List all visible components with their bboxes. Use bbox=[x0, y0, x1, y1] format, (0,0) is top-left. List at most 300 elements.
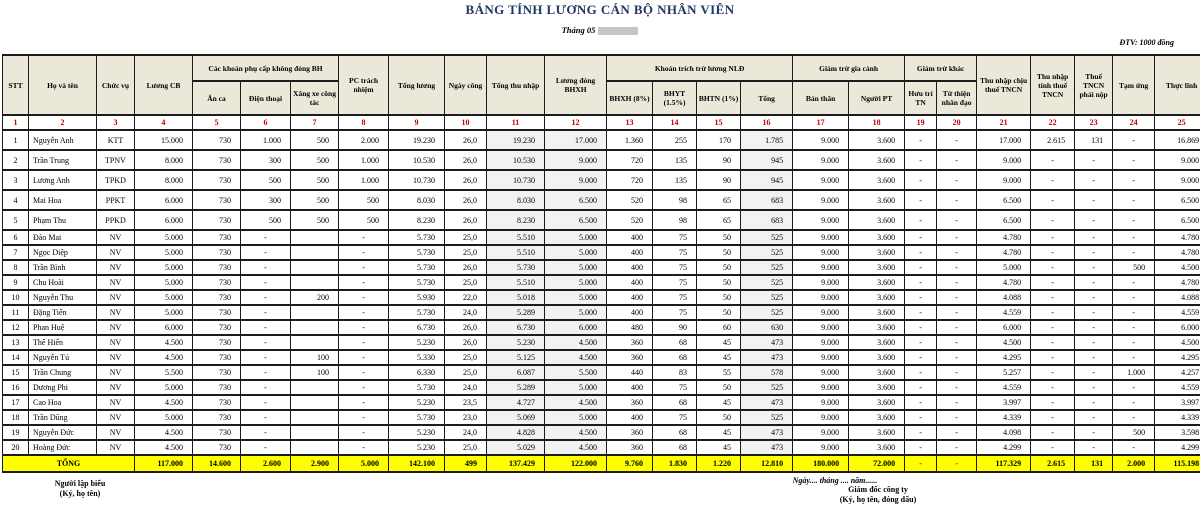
table-cell: - bbox=[937, 380, 977, 395]
table-cell: 5.230 bbox=[389, 425, 445, 440]
table-cell: - bbox=[1031, 275, 1075, 290]
table-cell: 4 bbox=[3, 190, 29, 210]
table-cell: - bbox=[905, 425, 937, 440]
table-cell: 83 bbox=[653, 365, 697, 380]
total-cell: - bbox=[937, 455, 977, 472]
table-cell: 5.000 bbox=[545, 245, 607, 260]
table-cell: 730 bbox=[193, 260, 241, 275]
table-cell bbox=[291, 275, 339, 290]
table-cell: 6.500 bbox=[1155, 210, 1200, 230]
table-cell: 135 bbox=[653, 170, 697, 190]
table-cell: - bbox=[1113, 305, 1155, 320]
table-cell: 9.000 bbox=[793, 395, 849, 410]
table-row bbox=[3, 320, 1200, 335]
table-cell: NV bbox=[97, 275, 135, 290]
table-cell: - bbox=[905, 305, 937, 320]
table-cell: 2.615 bbox=[1031, 130, 1075, 150]
table-cell: - bbox=[905, 190, 937, 210]
table-cell: 131 bbox=[1075, 130, 1113, 150]
table-cell: 75 bbox=[653, 230, 697, 245]
table-cell: 730 bbox=[193, 440, 241, 455]
table-cell: 19 bbox=[3, 425, 29, 440]
table-cell: 500 bbox=[291, 190, 339, 210]
preparer-title: Người lập biểu bbox=[25, 479, 135, 489]
table-cell: 26,0 bbox=[445, 210, 487, 230]
total-cell: 2.600 bbox=[241, 455, 291, 472]
table-cell: Cao Hoa bbox=[29, 395, 97, 410]
table-cell: 683 bbox=[741, 190, 793, 210]
table-cell: 10.530 bbox=[487, 150, 545, 170]
table-cell: 26,0 bbox=[445, 190, 487, 210]
table-cell: 5.500 bbox=[135, 365, 193, 380]
table-cell: TPNV bbox=[97, 150, 135, 170]
table-cell: 4.500 bbox=[977, 335, 1031, 350]
col-header-work-days: Ngày công bbox=[445, 55, 487, 115]
col-header-self-deduction: Bản thân bbox=[793, 81, 849, 115]
table-cell: - bbox=[241, 440, 291, 455]
table-cell: 13 bbox=[3, 335, 29, 350]
table-cell: 5.330 bbox=[389, 350, 445, 365]
table-cell: - bbox=[1113, 440, 1155, 455]
total-cell: - bbox=[905, 455, 937, 472]
table-row bbox=[3, 130, 1200, 150]
table-row bbox=[3, 230, 1200, 245]
table-cell: 500 bbox=[291, 150, 339, 170]
table-cell: 630 bbox=[741, 320, 793, 335]
table-cell: 3.600 bbox=[849, 260, 905, 275]
table-cell: - bbox=[937, 260, 977, 275]
table-cell: 3.600 bbox=[849, 365, 905, 380]
page-title: BẢNG TÍNH LƯƠNG CÁN BỘ NHÂN VIÊN bbox=[0, 2, 1200, 18]
table-cell: Nguyễn Thu bbox=[29, 290, 97, 305]
table-cell: - bbox=[241, 335, 291, 350]
table-cell: 65 bbox=[697, 190, 741, 210]
table-cell: - bbox=[241, 365, 291, 380]
table-cell: 500 bbox=[241, 170, 291, 190]
table-cell: 3.598 bbox=[1155, 425, 1200, 440]
col-header-pit-payable: Thuế TNCN phải nộp bbox=[1075, 55, 1113, 115]
table-cell: 1.360 bbox=[607, 130, 653, 150]
col-header-bhyt: BHYT (1.5%) bbox=[653, 81, 697, 115]
table-cell: 3.600 bbox=[849, 290, 905, 305]
table-cell: 1.000 bbox=[1113, 365, 1155, 380]
table-cell: - bbox=[905, 350, 937, 365]
table-cell: 19.230 bbox=[389, 130, 445, 150]
table-cell: - bbox=[1075, 290, 1113, 305]
table-cell: - bbox=[1031, 305, 1075, 320]
table-cell: 400 bbox=[607, 275, 653, 290]
table-row bbox=[3, 425, 1200, 440]
table-cell bbox=[291, 305, 339, 320]
table-cell: 6.500 bbox=[545, 210, 607, 230]
table-row bbox=[3, 150, 1200, 170]
table-cell: 6.730 bbox=[389, 320, 445, 335]
table-cell: 5.018 bbox=[487, 290, 545, 305]
col-header-net-pay: Thực lĩnh bbox=[1155, 55, 1200, 115]
table-cell: - bbox=[905, 365, 937, 380]
table-cell: - bbox=[241, 395, 291, 410]
table-cell: 16.869 bbox=[1155, 130, 1200, 150]
table-cell: - bbox=[1075, 210, 1113, 230]
preparer-subtitle: (Ký, họ tên) bbox=[25, 489, 135, 499]
table-cell: 4.339 bbox=[977, 410, 1031, 425]
table-cell: Trần Bình bbox=[29, 260, 97, 275]
table-cell: 55 bbox=[697, 365, 741, 380]
table-cell: - bbox=[1031, 320, 1075, 335]
total-cell: 9.760 bbox=[607, 455, 653, 472]
table-cell: 360 bbox=[607, 440, 653, 455]
table-cell: 5.257 bbox=[977, 365, 1031, 380]
table-cell: 12 bbox=[3, 320, 29, 335]
table-cell: 400 bbox=[607, 230, 653, 245]
table-cell: 525 bbox=[741, 380, 793, 395]
table-cell: 9.000 bbox=[545, 170, 607, 190]
table-cell: 5.069 bbox=[487, 410, 545, 425]
table-cell: 1.000 bbox=[339, 170, 389, 190]
table-row bbox=[3, 335, 1200, 350]
column-number: 13 bbox=[607, 115, 653, 130]
table-cell: 4.500 bbox=[545, 440, 607, 455]
column-number: 8 bbox=[339, 115, 389, 130]
table-cell: 360 bbox=[607, 395, 653, 410]
total-cell: 2.900 bbox=[291, 455, 339, 472]
table-cell: 6.330 bbox=[389, 365, 445, 380]
table-cell: Mai Hoa bbox=[29, 190, 97, 210]
table-cell: 300 bbox=[241, 190, 291, 210]
table-cell: - bbox=[1075, 425, 1113, 440]
col-header-name: Họ và tên bbox=[29, 55, 97, 115]
table-cell: 15 bbox=[3, 365, 29, 380]
table-cell: 8.230 bbox=[487, 210, 545, 230]
table-cell: - bbox=[1075, 275, 1113, 290]
table-cell: 480 bbox=[607, 320, 653, 335]
table-cell: - bbox=[937, 130, 977, 150]
table-cell: 730 bbox=[193, 395, 241, 410]
table-cell: 11 bbox=[3, 305, 29, 320]
table-cell: 300 bbox=[241, 150, 291, 170]
table-cell: Đào Mai bbox=[29, 230, 97, 245]
table-cell: 3.600 bbox=[849, 230, 905, 245]
table-cell: Hoàng Đức bbox=[29, 440, 97, 455]
table-cell: Lương Anh bbox=[29, 170, 97, 190]
table-cell: - bbox=[937, 190, 977, 210]
table-cell: 17 bbox=[3, 395, 29, 410]
table-row bbox=[3, 290, 1200, 305]
table-cell: 8.230 bbox=[389, 210, 445, 230]
table-cell: 9.000 bbox=[793, 380, 849, 395]
table-cell: - bbox=[339, 365, 389, 380]
table-cell: 360 bbox=[607, 350, 653, 365]
table-cell: 9.000 bbox=[793, 230, 849, 245]
table-cell: 4.500 bbox=[135, 425, 193, 440]
col-header-taxable-income: Thu nhập chịu thuế TNCN bbox=[977, 55, 1031, 115]
table-cell: - bbox=[1075, 260, 1113, 275]
table-cell: 400 bbox=[607, 305, 653, 320]
table-cell: NV bbox=[97, 440, 135, 455]
table-cell: - bbox=[1113, 245, 1155, 260]
table-cell: 25,0 bbox=[445, 245, 487, 260]
table-cell: - bbox=[937, 395, 977, 410]
table-cell: 20 bbox=[3, 440, 29, 455]
column-number: 4 bbox=[135, 115, 193, 130]
table-cell: - bbox=[339, 350, 389, 365]
column-number: 9 bbox=[389, 115, 445, 130]
table-cell: - bbox=[905, 440, 937, 455]
table-cell: 22,0 bbox=[445, 290, 487, 305]
table-cell: 473 bbox=[741, 335, 793, 350]
table-cell: 4.500 bbox=[545, 350, 607, 365]
table-cell: - bbox=[241, 350, 291, 365]
table-cell: 6.000 bbox=[977, 320, 1031, 335]
table-cell: 9.000 bbox=[793, 350, 849, 365]
table-cell: - bbox=[937, 440, 977, 455]
table-cell: 500 bbox=[291, 170, 339, 190]
table-cell: 9.000 bbox=[793, 410, 849, 425]
table-cell: 4.780 bbox=[977, 245, 1031, 260]
table-cell: 5.510 bbox=[487, 230, 545, 245]
table-cell: 19.230 bbox=[487, 130, 545, 150]
table-cell: - bbox=[1031, 440, 1075, 455]
table-cell: KTT bbox=[97, 130, 135, 150]
table-cell: 400 bbox=[607, 290, 653, 305]
table-cell: 100 bbox=[291, 365, 339, 380]
column-number: 16 bbox=[741, 115, 793, 130]
table-row bbox=[3, 210, 1200, 230]
table-row bbox=[3, 440, 1200, 455]
table-cell: 5.000 bbox=[977, 260, 1031, 275]
total-cell: 137.429 bbox=[487, 455, 545, 472]
column-number: 1 bbox=[3, 115, 29, 130]
table-cell: 17.000 bbox=[977, 130, 1031, 150]
table-cell: - bbox=[905, 335, 937, 350]
col-header-assessable-income: Thu nhập tính thuế TNCN bbox=[1031, 55, 1075, 115]
table-cell: - bbox=[1031, 380, 1075, 395]
table-cell: 26,0 bbox=[445, 130, 487, 150]
table-cell: - bbox=[339, 410, 389, 425]
table-cell: 730 bbox=[193, 365, 241, 380]
table-cell: - bbox=[339, 275, 389, 290]
table-cell: 730 bbox=[193, 245, 241, 260]
table-cell: 5.000 bbox=[135, 230, 193, 245]
table-cell: 525 bbox=[741, 245, 793, 260]
col-group-family-deduction: Giảm trừ gia cảnh bbox=[793, 55, 905, 81]
table-cell: - bbox=[937, 290, 977, 305]
table-cell: 5.000 bbox=[545, 230, 607, 245]
table-cell: - bbox=[1031, 190, 1075, 210]
table-cell: - bbox=[937, 365, 977, 380]
column-number: 3 bbox=[97, 115, 135, 130]
total-cell: 180.000 bbox=[793, 455, 849, 472]
table-cell: - bbox=[339, 245, 389, 260]
table-cell: 730 bbox=[193, 290, 241, 305]
table-cell: - bbox=[1075, 350, 1113, 365]
table-cell: - bbox=[1075, 170, 1113, 190]
table-cell: 26,0 bbox=[445, 260, 487, 275]
column-number: 20 bbox=[937, 115, 977, 130]
table-cell: - bbox=[1031, 245, 1075, 260]
table-cell: - bbox=[241, 260, 291, 275]
table-cell: 9.000 bbox=[793, 245, 849, 260]
column-number: 22 bbox=[1031, 115, 1075, 130]
table-cell: 5.730 bbox=[389, 410, 445, 425]
table-cell: - bbox=[339, 440, 389, 455]
table-cell: 473 bbox=[741, 350, 793, 365]
table-cell bbox=[291, 425, 339, 440]
table-cell: - bbox=[905, 150, 937, 170]
table-cell: 3.600 bbox=[849, 410, 905, 425]
table-cell: - bbox=[937, 425, 977, 440]
table-cell: 4.559 bbox=[977, 305, 1031, 320]
table-row bbox=[3, 260, 1200, 275]
table-cell: - bbox=[1113, 410, 1155, 425]
table-cell: 730 bbox=[193, 350, 241, 365]
column-number: 7 bbox=[291, 115, 339, 130]
col-header-total-income: Tổng thu nhập bbox=[487, 55, 545, 115]
table-cell: 10.730 bbox=[389, 170, 445, 190]
table-cell: 5.029 bbox=[487, 440, 545, 455]
table-cell: 9.000 bbox=[793, 260, 849, 275]
table-cell: - bbox=[905, 290, 937, 305]
table-cell: - bbox=[1031, 395, 1075, 410]
column-number: 21 bbox=[977, 115, 1031, 130]
table-cell: 5.289 bbox=[487, 380, 545, 395]
table-cell: - bbox=[1031, 410, 1075, 425]
table-cell: Trần Trung bbox=[29, 150, 97, 170]
table-cell: - bbox=[1075, 305, 1113, 320]
table-cell: 68 bbox=[653, 395, 697, 410]
table-cell: 75 bbox=[653, 380, 697, 395]
table-cell: 45 bbox=[697, 395, 741, 410]
col-header-advance: Tạm ứng bbox=[1113, 55, 1155, 115]
table-cell: - bbox=[905, 260, 937, 275]
table-cell: NV bbox=[97, 320, 135, 335]
table-cell: - bbox=[1113, 380, 1155, 395]
table-row bbox=[3, 380, 1200, 395]
table-cell: NV bbox=[97, 245, 135, 260]
table-cell: 525 bbox=[741, 410, 793, 425]
col-header-stt: STT bbox=[3, 55, 29, 115]
table-cell: - bbox=[339, 425, 389, 440]
table-cell: 4.299 bbox=[977, 440, 1031, 455]
table-cell: 5.000 bbox=[135, 290, 193, 305]
table-cell: 6.500 bbox=[1155, 190, 1200, 210]
table-cell: - bbox=[937, 170, 977, 190]
table-cell: 4.727 bbox=[487, 395, 545, 410]
table-cell: 135 bbox=[653, 150, 697, 170]
table-cell: - bbox=[905, 245, 937, 260]
table-header bbox=[3, 55, 1200, 130]
table-cell: 3.600 bbox=[849, 170, 905, 190]
table-cell: NV bbox=[97, 365, 135, 380]
table-cell: 4.500 bbox=[135, 395, 193, 410]
table-cell: Dương Phi bbox=[29, 380, 97, 395]
table-cell bbox=[291, 380, 339, 395]
total-cell: 2.615 bbox=[1031, 455, 1075, 472]
table-cell: 4.500 bbox=[1155, 260, 1200, 275]
column-number: 6 bbox=[241, 115, 291, 130]
table-cell: 75 bbox=[653, 245, 697, 260]
table-cell: - bbox=[1113, 190, 1155, 210]
total-cell: 12.810 bbox=[741, 455, 793, 472]
table-cell: - bbox=[1031, 210, 1075, 230]
table-cell: 45 bbox=[697, 350, 741, 365]
table-cell: 8.000 bbox=[135, 150, 193, 170]
table-cell: - bbox=[905, 230, 937, 245]
table-cell: 4.500 bbox=[135, 350, 193, 365]
table-cell: 5.000 bbox=[545, 410, 607, 425]
table-cell: 4.098 bbox=[977, 425, 1031, 440]
table-cell: - bbox=[339, 305, 389, 320]
table-cell: 500 bbox=[291, 210, 339, 230]
total-cell: 499 bbox=[445, 455, 487, 472]
table-cell: 4.500 bbox=[545, 335, 607, 350]
table-cell: 4.500 bbox=[135, 335, 193, 350]
table-cell: 9.000 bbox=[793, 335, 849, 350]
table-cell: 3 bbox=[3, 170, 29, 190]
table-cell: Thế Hiển bbox=[29, 335, 97, 350]
table-cell: 98 bbox=[653, 210, 697, 230]
table-cell: NV bbox=[97, 260, 135, 275]
table-cell: Nguyễn Tú bbox=[29, 350, 97, 365]
table-cell: 8.030 bbox=[389, 190, 445, 210]
table-cell: 5.000 bbox=[545, 380, 607, 395]
table-cell: - bbox=[241, 425, 291, 440]
table-cell: 5.289 bbox=[487, 305, 545, 320]
table-cell: 14 bbox=[3, 350, 29, 365]
table-cell: 9.000 bbox=[793, 425, 849, 440]
totals-row bbox=[3, 455, 1200, 472]
table-cell: - bbox=[1075, 380, 1113, 395]
unit-note: ĐTV: 1000 đồng bbox=[1119, 38, 1174, 47]
table-cell: 8.030 bbox=[487, 190, 545, 210]
table-row bbox=[3, 190, 1200, 210]
col-header-responsibility: PC trách nhiệm bbox=[339, 55, 389, 115]
table-cell bbox=[291, 395, 339, 410]
table-cell: - bbox=[241, 410, 291, 425]
table-cell: 24,0 bbox=[445, 425, 487, 440]
table-cell: - bbox=[1075, 320, 1113, 335]
column-number: 19 bbox=[905, 115, 937, 130]
table-cell: 4.780 bbox=[1155, 230, 1200, 245]
column-number: 11 bbox=[487, 115, 545, 130]
table-cell: - bbox=[1031, 365, 1075, 380]
table-cell bbox=[291, 440, 339, 455]
table-cell: - bbox=[339, 380, 389, 395]
table-cell: 50 bbox=[697, 290, 741, 305]
table-cell: 6.000 bbox=[1155, 320, 1200, 335]
table-cell: 730 bbox=[193, 305, 241, 320]
table-cell: - bbox=[905, 380, 937, 395]
col-header-si-salary: Lương đóng BHXH bbox=[545, 55, 607, 115]
table-cell: 9.000 bbox=[793, 290, 849, 305]
total-cell: 142.100 bbox=[389, 455, 445, 472]
table-cell: - bbox=[937, 245, 977, 260]
table-cell: 26,0 bbox=[445, 335, 487, 350]
table-cell: 500 bbox=[339, 190, 389, 210]
director-signature-block bbox=[798, 485, 958, 506]
table-cell: 730 bbox=[193, 150, 241, 170]
table-row bbox=[3, 305, 1200, 320]
table-cell: 9.000 bbox=[793, 130, 849, 150]
table-cell: Trần Dũng bbox=[29, 410, 97, 425]
table-cell: 200 bbox=[291, 290, 339, 305]
table-cell: NV bbox=[97, 305, 135, 320]
table-cell: 730 bbox=[193, 230, 241, 245]
table-cell: 50 bbox=[697, 380, 741, 395]
table-cell: 400 bbox=[607, 380, 653, 395]
table-cell: - bbox=[905, 210, 937, 230]
table-cell: 3.600 bbox=[849, 190, 905, 210]
